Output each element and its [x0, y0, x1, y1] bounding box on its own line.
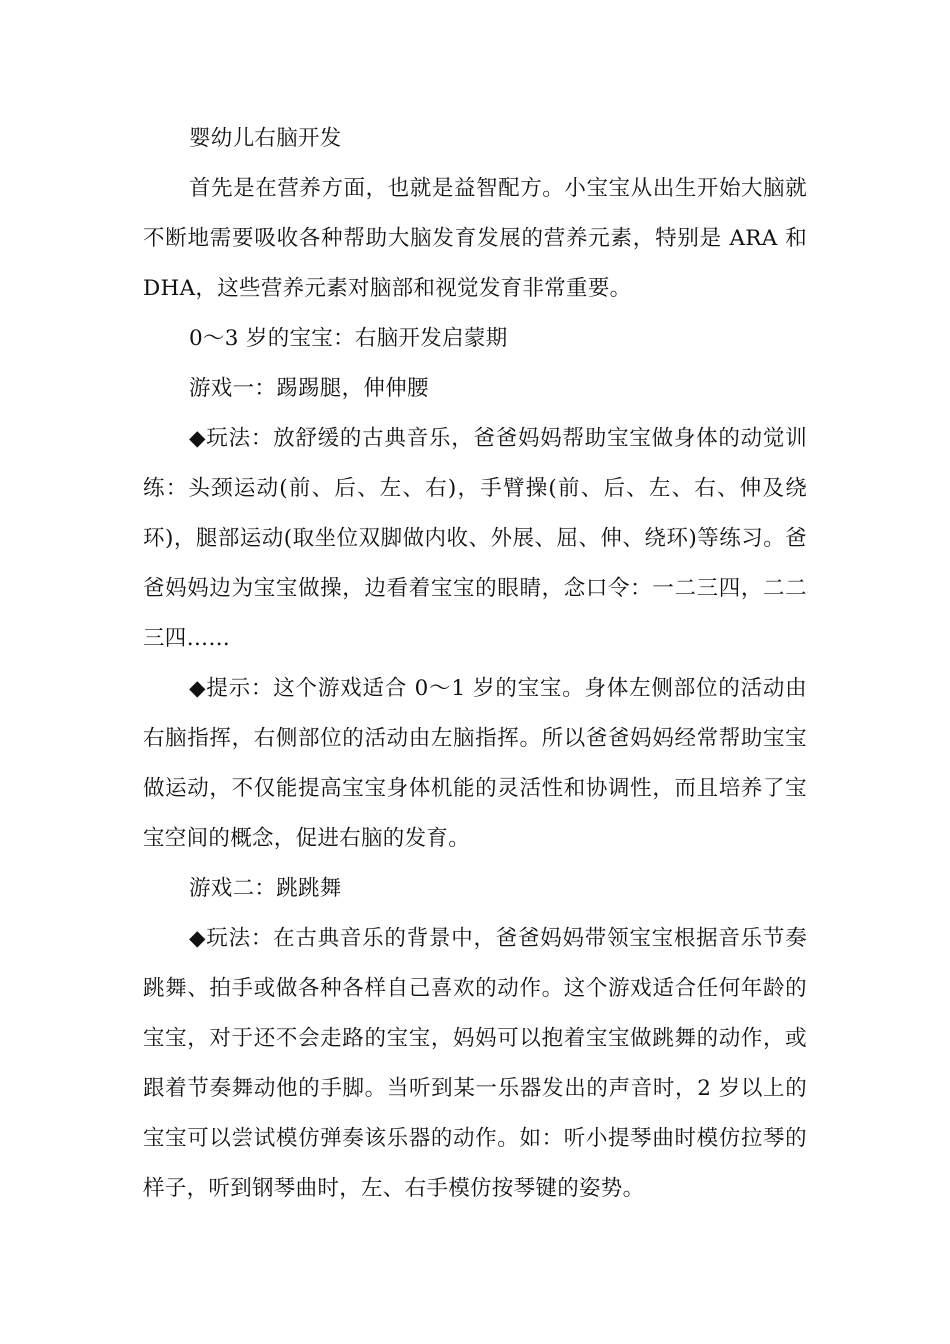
- intro-paragraph: 首先是在营养方面，也就是益智配方。小宝宝从出生开始大脑就不断地需要吸收各种帮助大脑发育发展的营养元素，特别是 ARA 和 DHA，这些营养元素对脑部和视觉发育非常重要。: [143, 176, 807, 301]
- game-one-play-paragraph: ◆玩法：放舒缓的古典音乐，爸爸妈妈帮助宝宝做身体的动觉训练：头颈运动(前、后、左、右)，手臂操(前、后、左、右、伸及绕环)，腿部运动(取坐位双脚做内收、外展、屈、伸、绕环)等练习。爸爸妈妈边为宝宝做操，边看着宝宝的眼睛，念口令：一二三四，二二三四……: [143, 426, 807, 651]
- document-title: 婴幼儿右脑开发: [189, 126, 342, 151]
- section-heading-age-0-3: 0～3 岁的宝宝：右脑开发启蒙期: [189, 326, 508, 351]
- game-one-heading: 游戏一：踢踢腿，伸伸腰: [189, 376, 429, 401]
- game-two-heading: 游戏二：跳跳舞: [189, 876, 342, 901]
- document-body: [143, 114, 807, 1214]
- game-one-tip-paragraph: ◆提示：这个游戏适合 0～1 岁的宝宝。身体左侧部位的活动由右脑指挥，右侧部位的活动由左脑指挥。所以爸爸妈妈经常帮助宝宝做运动，不仅能提高宝宝身体机能的灵活性和协调性，而且培养了宝宝空间的概念，促进右脑的发育。: [143, 676, 807, 851]
- game-two-play-paragraph: ◆玩法：在古典音乐的背景中，爸爸妈妈带领宝宝根据音乐节奏跳舞、拍手或做各种各样自己喜欢的动作。这个游戏适合任何年龄的宝宝，对于还不会走路的宝宝，妈妈可以抱着宝宝做跳舞的动作，或跟着节奏舞动他的手脚。当听到某一乐器发出的声音时，2 岁以上的宝宝可以尝试模仿弹奏该乐器的动作。如：听小提琴曲时模仿拉琴的样子，听到钢琴曲时，左、右手模仿按琴键的姿势。: [143, 926, 807, 1201]
